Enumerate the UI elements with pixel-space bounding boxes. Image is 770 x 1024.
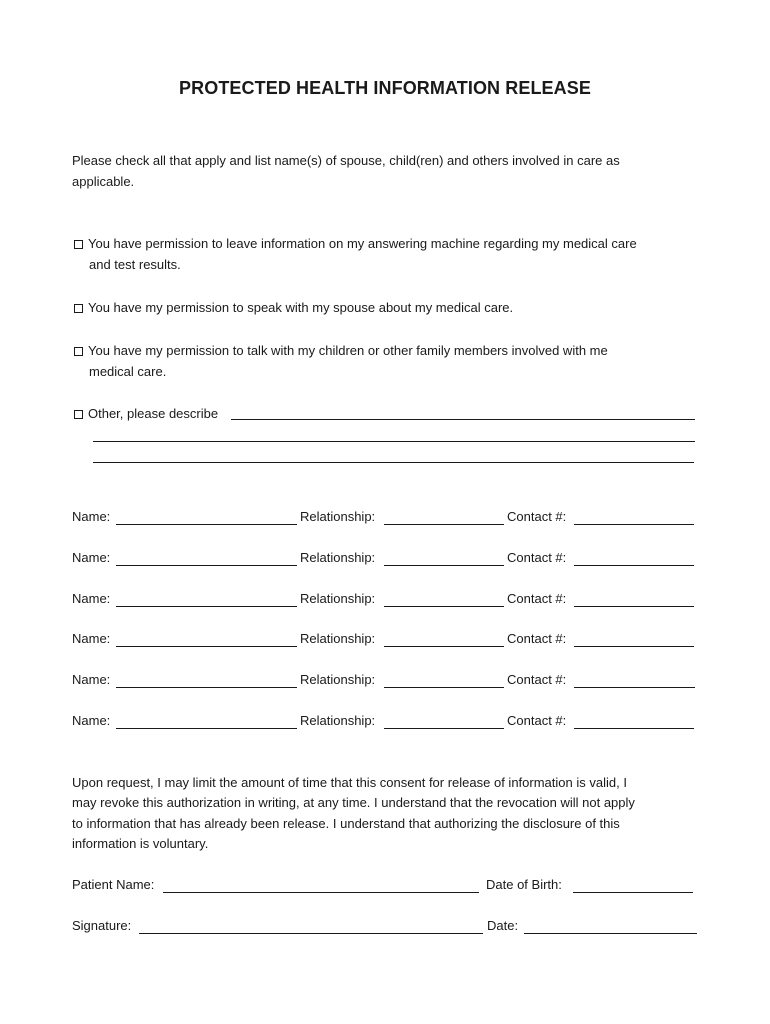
other-describe-line-1[interactable] — [231, 419, 695, 420]
name-field[interactable] — [116, 524, 297, 525]
relationship-label: Relationship: — [300, 509, 376, 524]
name-label: Name: — [72, 550, 111, 565]
name-field[interactable] — [116, 728, 297, 729]
other-describe-line-2[interactable] — [93, 441, 695, 442]
contact-field[interactable] — [574, 687, 695, 688]
relationship-label: Relationship: — [300, 631, 376, 646]
instructions-line-2: applicable. — [72, 174, 135, 189]
checkbox-other[interactable] — [74, 410, 83, 419]
other-describe-line-3[interactable] — [93, 462, 694, 463]
relationship-field[interactable] — [384, 687, 504, 688]
contact-field[interactable] — [574, 646, 694, 647]
contact-label: Contact #: — [507, 509, 567, 524]
signature-field[interactable] — [139, 933, 483, 934]
name-field[interactable] — [116, 687, 297, 688]
dob-label: Date of Birth: — [486, 877, 562, 892]
option-answering-machine[interactable] — [74, 233, 637, 254]
contact-label: Contact #: — [507, 713, 567, 728]
consent-line-1: Upon request, I may limit the amount of time that this consent for release of information is valid, I — [72, 775, 627, 790]
name-label: Name: — [72, 713, 111, 728]
option-answering-machine-cont: and test results. — [89, 257, 181, 272]
signature-row — [0, 917, 770, 939]
relationship-field[interactable] — [384, 565, 504, 566]
patient-row — [0, 876, 770, 898]
name-field[interactable] — [116, 646, 297, 647]
page-title: PROTECTED HEALTH INFORMATION RELEASE — [179, 78, 591, 98]
dob-field[interactable] — [573, 892, 693, 893]
option-family-label: You have my permission to talk with my children or other family members involved with me — [88, 343, 608, 358]
relationship-field[interactable] — [384, 524, 504, 525]
option-spouse-label: You have my permission to speak with my spouse about my medical care. — [88, 300, 514, 315]
relationship-field[interactable] — [384, 646, 504, 647]
contact-field[interactable] — [574, 606, 694, 607]
contact-row — [0, 590, 770, 612]
contact-row — [0, 712, 770, 734]
contact-label: Contact #: — [507, 550, 567, 565]
signature-label: Signature: — [72, 918, 132, 933]
option-family[interactable] — [74, 340, 608, 361]
contact-row — [0, 549, 770, 571]
relationship-label: Relationship: — [300, 672, 376, 687]
checkbox-spouse[interactable] — [74, 304, 83, 313]
contact-label: Contact #: — [507, 672, 567, 687]
consent-line-3: to information that has already been release. I understand that authorizing the disclosure of this — [72, 816, 620, 831]
option-family-cont: medical care. — [89, 364, 167, 379]
name-label: Name: — [72, 591, 111, 606]
name-label: Name: — [72, 509, 111, 524]
relationship-label: Relationship: — [300, 713, 376, 728]
contact-row — [0, 630, 770, 652]
checkbox-family[interactable] — [74, 347, 83, 356]
checkbox-answering-machine[interactable] — [74, 240, 83, 249]
date-field[interactable] — [524, 933, 697, 934]
contact-row — [0, 508, 770, 530]
relationship-field[interactable] — [384, 606, 504, 607]
relationship-label: Relationship: — [300, 550, 376, 565]
name-field[interactable] — [116, 565, 297, 566]
name-label: Name: — [72, 631, 111, 646]
relationship-field[interactable] — [384, 728, 504, 729]
contact-label: Contact #: — [507, 631, 567, 646]
consent-line-4: information is voluntary. — [72, 836, 209, 851]
instructions-line-1: Please check all that apply and list name(s) of spouse, child(ren) and others involved in care as — [72, 153, 620, 168]
contact-field[interactable] — [574, 565, 694, 566]
contact-field[interactable] — [574, 728, 694, 729]
option-other-label: Other, please describe — [88, 406, 219, 421]
date-label: Date: — [487, 918, 519, 933]
contact-row — [0, 671, 770, 693]
relationship-label: Relationship: — [300, 591, 376, 606]
name-field[interactable] — [116, 606, 297, 607]
consent-line-2: may revoke this authorization in writing, at any time. I understand that the revocation will not apply — [72, 795, 635, 810]
patient-name-field[interactable] — [163, 892, 479, 893]
option-spouse[interactable] — [74, 297, 513, 318]
option-answering-machine-label: You have permission to leave information on my answering machine regarding my medical care — [88, 236, 637, 251]
name-label: Name: — [72, 672, 111, 687]
option-other[interactable] — [74, 403, 218, 424]
patient-name-label: Patient Name: — [72, 877, 155, 892]
contact-field[interactable] — [574, 524, 694, 525]
contact-label: Contact #: — [507, 591, 567, 606]
